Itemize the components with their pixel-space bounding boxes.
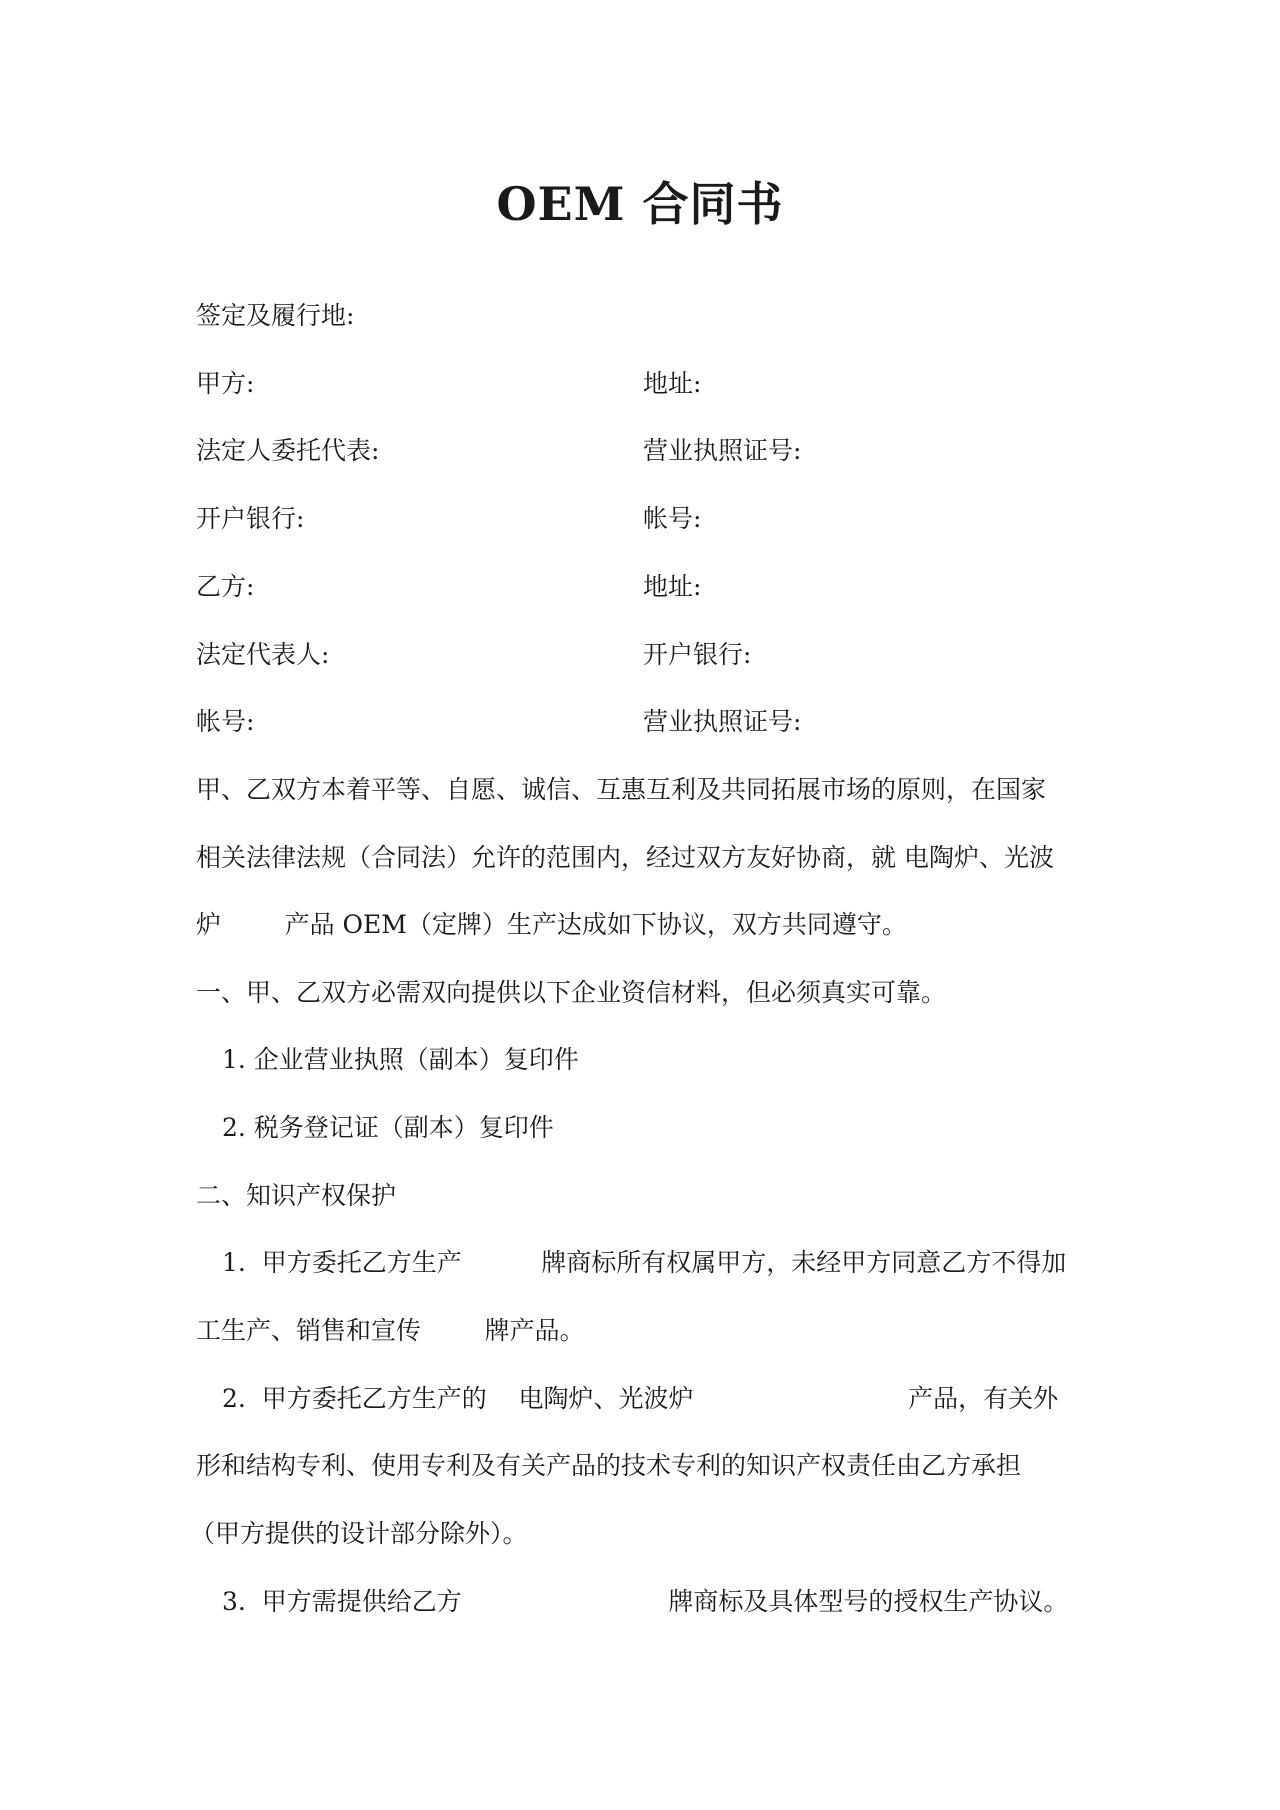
party-a-account-label: 帐号: [643,504,702,533]
section-2-heading: 二、知识产权保护 [196,1181,397,1210]
preamble-line-2: 相关法律法规（合同法）允许的范围内，经过双方友好协商，就 电陶炉、光波 [196,843,1054,872]
party-b-bank-label: 开户银行: [643,640,752,669]
party-b-account-label: 帐号: [196,707,255,736]
document-title: OEM 合同书 [496,177,784,231]
party-b-license-label: 营业执照证号: [643,707,802,736]
party-b-name-label: 乙方: [196,572,255,601]
party-a-bank-label: 开户银行: [196,504,305,533]
party-a-name-label: 甲方: [196,369,255,398]
party-a-representative-label: 法定人委托代表: [196,436,380,465]
party-b-address-label: 地址: [643,572,702,601]
section-2-item-1-line-2: 工生产、销售和宣传 牌产品。 [196,1316,585,1345]
signing-place-label: 签定及履行地: [196,301,355,330]
party-b-representative-label: 法定代表人: [196,640,330,669]
section-2-item-3-line-1: 3. 甲方需提供给乙方 牌商标及具体型号的授权生产协议。 [222,1587,1069,1616]
party-a-address-label: 地址: [643,369,702,398]
preamble-line-3: 炉 产品 OEM（定牌）生产达成如下协议，双方共同遵守。 [196,910,907,939]
section-2-item-2-line-3: （甲方提供的设计部分除外）。 [190,1519,528,1548]
section-1-heading: 一、甲、乙双方必需双向提供以下企业资信材料，但必须真实可靠。 [196,978,947,1007]
preamble-line-1: 甲、乙双方本着平等、自愿、诚信、互惠互利及共同拓展市场的原则，在国家 [196,775,1047,804]
party-a-license-label: 营业执照证号: [643,436,802,465]
section-1-item-2: 2. 税务登记证（副本）复印件 [222,1113,554,1142]
section-2-item-2-line-2: 形和结构专利、使用专利及有关产品的技术专利的知识产权责任由乙方承担 [196,1451,1022,1480]
section-2-item-2-line-1: 2. 甲方委托乙方生产的 电陶炉、光波炉 产品，有关外 [222,1384,1059,1413]
section-1-item-1: 1. 企业营业执照（副本）复印件 [222,1045,579,1074]
section-2-item-1-line-1: 1. 甲方委托乙方生产 牌商标所有权属甲方，未经甲方同意乙方不得加 [222,1248,1067,1277]
